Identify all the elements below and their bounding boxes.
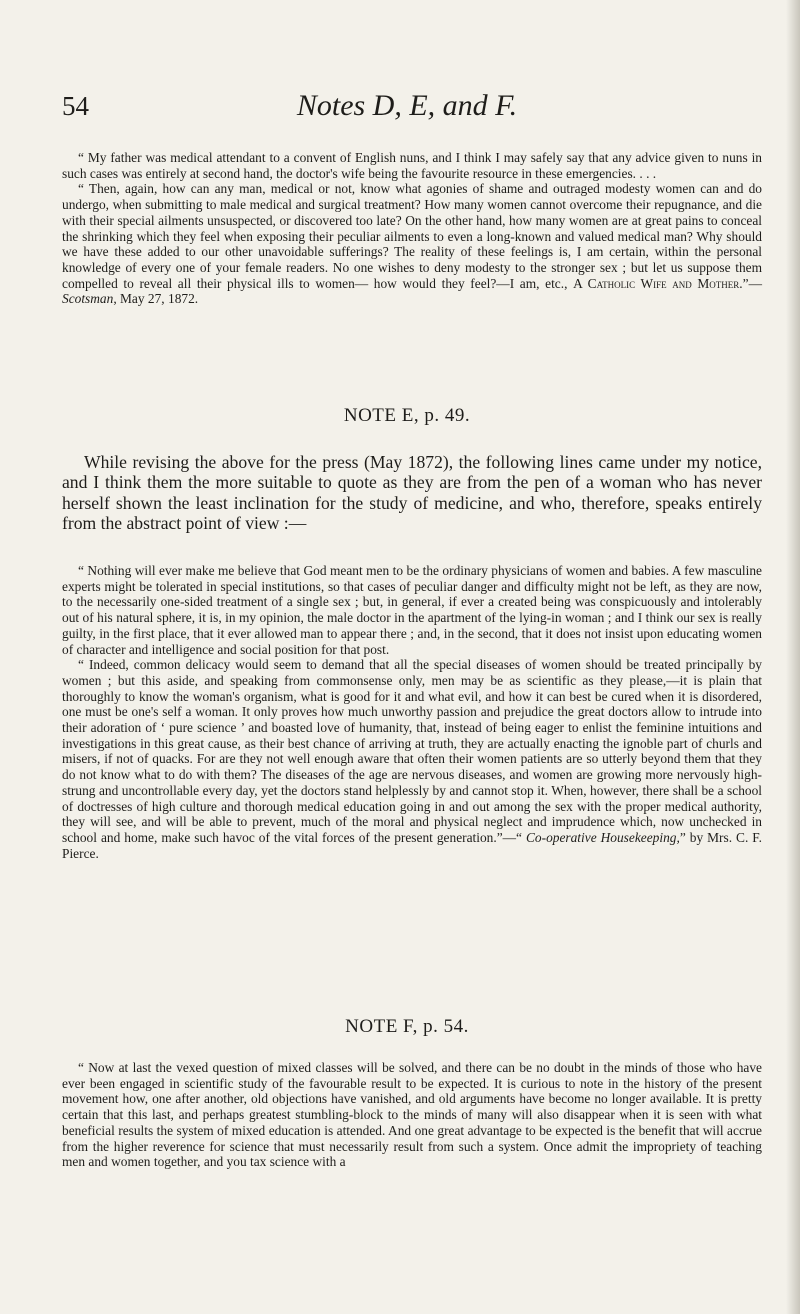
- intro-paragraph: While revising the above for the press (May 1872), the following lines came under my notice, and I think them the more suitable to quote as they are from the pen of a woman who has never herself shown the least inclination for the study of medicine, and who, therefore, speaks entirely from the abstract point of view :—: [62, 452, 762, 534]
- quote-paragraph: [62, 181, 762, 307]
- note-f-heading: NOTE F, p. 54.: [345, 1016, 469, 1037]
- citation-source: Scotsman: [62, 291, 114, 307]
- quote-signature: A Catholic Wife and Mother.: [573, 275, 743, 291]
- citation-lead: ”—: [742, 275, 762, 291]
- note-f-quote: [62, 1060, 762, 1170]
- quote-text: “ Then, again, how can any man, medical or not, know what agonies of shame and outraged modesty women can and do undergo, when submitting to male medical and surgical treatment? How many women cannot overcome their repugnance, and die with their special ailments unsuspected, or discovered too late? On the other hand, how many women are at great pains to conceal the shrinking which they feel when exposing their peculiar ailments to even a long-known and valued medical man? Why should we have these added to our other unavoidable sufferings? The reality of these feelings is, I am certain, within the personal knowledge of every one of your female readers. No one wishes to deny modesty to the stronger sex ; but let us suppose them compelled to reveal all their physical ills to women— how would they feel?—I am, etc.,: [62, 181, 762, 291]
- page-header: [62, 86, 752, 126]
- note-e-intro: [62, 452, 762, 534]
- running-head: Notes D, E, and F.: [296, 89, 518, 122]
- quote-paragraph: “ Now at last the vexed question of mixed classes will be solved, and there can be no doubt in the minds of those who have ever been engaged in scientific study of the favourable result to be expected. It is curious to note in the history of the present movement how, one after another, old objections have vanished, and old arguments have become no longer available. It is pretty certain that this last, and perhaps greatest stumbling-block to the minds of many will also disappear when it is seen with what beneficial results the system of mixed education is attended. And one great advantage to be expected is the benefit that will accrue from the higher reverence for science that must necessarily result from such a system. Once admit the impropriety of teaching men and women together, and you tax science with a: [62, 1060, 762, 1170]
- source-author: ” by Mrs. C. F. Pierce.: [62, 829, 763, 861]
- citation-date: , May 27, 1872.: [113, 291, 199, 307]
- quote-paragraph: “ My father was medical attendant to a convent of English nuns, and I think I may safely say that any advice given to nuns in such cases was entirely at second hand, the doctor's wife being the favourite resource in these emergencies. . . .: [62, 150, 762, 181]
- quote-paragraph: “ Nothing will ever make me believe that God meant men to be the ordinary physicians of women and babies. A few masculine experts might be tolerated in special institutions, so that cases of peculiar danger and difficulty might not be left, as they are now, to the necessarily one-sided treatment of a single sex ; but, in general, if ever a created being was conspicuously and intolerably out of his natural sphere, it is, in my opinion, the male doctor in the apartment of the lying-in woman ; and I think our sex is really guilty, in the first place, that it ever allowed man to appear there ; and, in the second, that it does not insist upon educating women of character and intelligence and social position for that post.: [62, 563, 762, 657]
- quote-paragraph: [62, 657, 762, 861]
- note-e-heading: NOTE E, p. 49.: [343, 405, 471, 426]
- page-edge-shadow: [786, 0, 800, 1314]
- page-number: 54: [62, 91, 89, 121]
- note-e-quote: [62, 563, 762, 861]
- quote-text: “ Indeed, common delicacy would seem to demand that all the special diseases of women should be treated principally by women ; but this aside, and speaking from commonsense only, men may be as scientific as they please,—it is plain that thoroughly to know the woman's organism, what is good for it and what evil, and how it can best be cured when it is disordered, one must be one's self a woman. It only proves how much unworthy passion and prejudice the great doctors allow to intrude into their adoration of ‘ pure science ’ and boasted love of humanity, that, instead of being eager to enlist the feminine intuitions and investigations in this great cause, as their best chance of arriving at truth, they are actually enacting the ignoble part of churls and misers, if not of quacks. For are they not well enough aware that often their women patients are so utterly beyond them that they do not know what to do with them? The diseases of the age are nervous diseases, and women are growing more nervously high-strung and uncontrollable every day, yet the doctors stand helplessly by and cannot stop it. When, however, there shall be a school of doctresses of high culture and thorough medical education going in and out among the sex with the proper medical authority, they will see, and will be able to prevent, much of the moral and physical neglect and imprudence which, now unchecked in school and home, make such havoc of the vital forces of the present generation.”—“: [62, 657, 762, 845]
- source-title: Co-operative Housekeeping,: [525, 829, 680, 845]
- quote-catholic-wife: [62, 150, 762, 307]
